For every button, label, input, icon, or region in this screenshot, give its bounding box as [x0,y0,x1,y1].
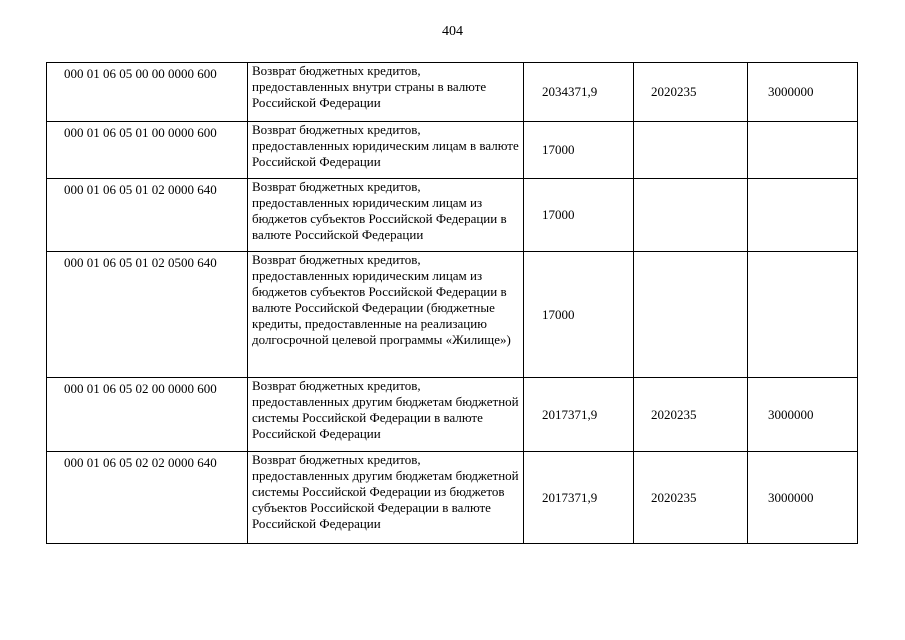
amount-year-2: 2020235 [634,452,748,544]
classification-code: 000 01 06 05 01 02 0000 640 [47,179,248,252]
amount-year-2: 2020235 [634,378,748,452]
amount-year-3 [748,179,858,252]
table-row [47,252,858,378]
amount-year-2 [634,179,748,252]
row-description: Возврат бюджетных кредитов, предоставленных юридическим лицам из бюджетов субъектов Российской Федерации в валюте Российской Федерации (бюджетные кредиты, предоставленные на реализацию долгосрочной целевой программы «Жилище») [248,252,524,378]
amount-year-1: 17000 [524,252,634,378]
classification-code: 000 01 06 05 02 00 0000 600 [47,378,248,452]
amount-year-3: 3000000 [748,452,858,544]
amount-year-1: 17000 [524,122,634,179]
table-row [47,63,858,122]
row-description: Возврат бюджетных кредитов, предоставленных внутри страны в валюте Российской Федерации [248,63,524,122]
amount-year-1: 17000 [524,179,634,252]
table-row [47,378,858,452]
table-row [47,122,858,179]
row-description: Возврат бюджетных кредитов, предоставленных юридическим лицам из бюджетов субъектов Российской Федерации в валюте Российской Федерации [248,179,524,252]
row-description: Возврат бюджетных кредитов, предоставленных юридическим лицам в валюте Российской Федерации [248,122,524,179]
amount-year-1: 2034371,9 [524,63,634,122]
classification-code: 000 01 06 05 02 02 0000 640 [47,452,248,544]
budget-table [46,62,858,544]
classification-code: 000 01 06 05 00 00 0000 600 [47,63,248,122]
amount-year-3: 3000000 [748,378,858,452]
classification-code: 000 01 06 05 01 02 0500 640 [47,252,248,378]
amount-year-3: 3000000 [748,63,858,122]
row-description: Возврат бюджетных кредитов, предоставленных другим бюджетам бюджетной системы Российской Федерации из бюджетов субъектов Российской Федерации в валюте Российской Федерации [248,452,524,544]
amount-year-2: 2020235 [634,63,748,122]
amount-year-3 [748,122,858,179]
table-row [47,179,858,252]
table-row [47,452,858,544]
amount-year-1: 2017371,9 [524,378,634,452]
row-description: Возврат бюджетных кредитов, предоставленных другим бюджетам бюджетной системы Российской Федерации в валюте Российской Федерации [248,378,524,452]
page-number: 404 [442,24,463,39]
classification-code: 000 01 06 05 01 00 0000 600 [47,122,248,179]
amount-year-2 [634,122,748,179]
amount-year-3 [748,252,858,378]
amount-year-2 [634,252,748,378]
amount-year-1: 2017371,9 [524,452,634,544]
